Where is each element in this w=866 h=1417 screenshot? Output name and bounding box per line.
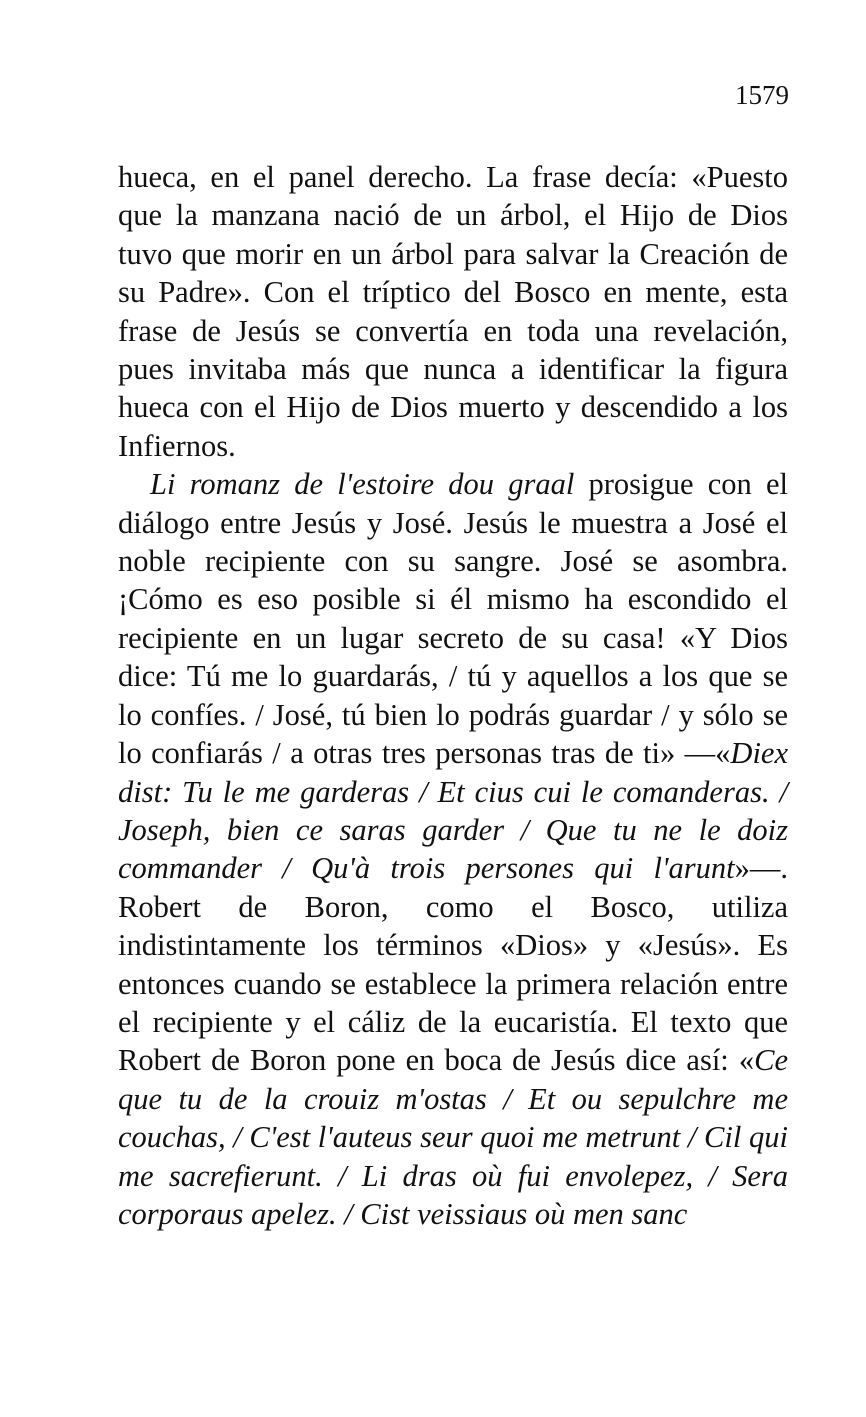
text-span: prosigue con el diálogo entre Jesús y José. Jesús le muestra a José el noble recipiente con su sangre. José se asombra. ¡Cómo es eso posible si él mismo ha escondido el recipiente en un lugar secreto de su casa! «Y Dios dice: Tú me lo guardarás, / tú y aquellos a los que se lo confíes. / José, tú bien lo podrás guardar / y sólo se lo confiarás / a otras tres personas tras de ti» —« — [118, 467, 789, 771]
paragraph — [118, 465, 788, 1233]
italic-text-span: Ce que tu de la crouiz m'ostas / Et ou sepulchre me couchas, / C'est l'auteus seur quoi me metrunt / Cil qui me sacrefierunt. / Li dras où fui envolepez, / Sera corporaus apelez. / Cist veissiaus où men sanc — [118, 1043, 788, 1231]
text-span: »—. Robert de Boron, como el Bosco, utiliza indistintamente los términos «Dios» y «Jesús». Es entonces cuando se establece la primera relación entre el recipiente y el cáliz de la eucaristía. El texto que Robert de Boron pone en boca de Jesús dice así: « — [118, 851, 788, 1078]
text-span: hueca, en el panel derecho. La frase decía: «Puesto que la manzana nació de un árbol, el Hijo de Dios tuvo que morir en un árbol para salvar la Creación de su Padre». Con el tríptico del Bosco en mente, esta frase de Jesús se convertía en toda una revelación, pues invitaba más que nunca a identificar la figura hueca con el Hijo de Dios muerto y descendido a los Infiernos. — [118, 160, 788, 463]
paragraph-continued — [118, 158, 788, 465]
italic-text-span: Diex dist: Tu le me garderas / Et cius cui le comanderas. / Joseph, bien ce saras garder / Que tu ne le doiz commander / Qu'à trois persones qui l'arunt — [118, 736, 788, 886]
page-number: 1579 — [735, 80, 789, 110]
italic-text-span: Li romanz de l'estoire dou graal — [150, 467, 575, 502]
body-text — [118, 158, 788, 1233]
